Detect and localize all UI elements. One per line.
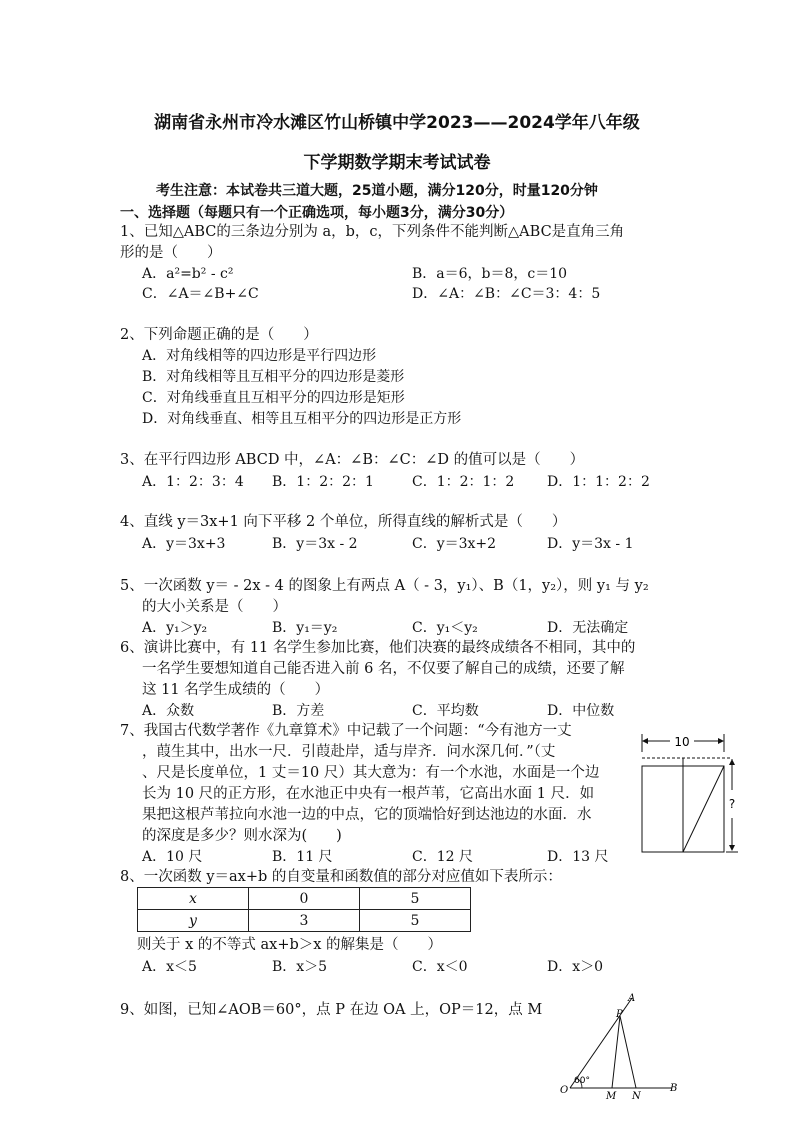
exam-title-line2: 下学期数学期末考试试卷 <box>303 153 491 173</box>
q4-stem: 4、直线 y＝3x+1 向下平移 2 个单位，所得直线的解析式是（ ） <box>120 514 567 530</box>
q6-option-a: A．众数 <box>142 703 195 719</box>
q4-option-a: A．y＝3x+3 <box>142 536 226 552</box>
q1-option-d: D．∠A：∠B：∠C＝3：4：5 <box>412 286 601 302</box>
table-cell: 5 <box>360 910 471 932</box>
q9-point-m-label: M <box>606 1091 617 1102</box>
table-cell: 3 <box>249 910 360 932</box>
q6-option-b: B．方差 <box>272 703 325 719</box>
q5-stem-line2: 的大小关系是（ ） <box>142 599 287 615</box>
q9-point-b-label: B <box>670 1083 678 1094</box>
table-cell: 0 <box>249 888 360 910</box>
q7-option-a: A．10 尺 <box>142 849 203 865</box>
table-cell: y <box>138 910 249 932</box>
q7-fig-width-label: 10 <box>674 735 690 749</box>
q7-option-d: D．13 尺 <box>547 849 609 865</box>
q1-stem-line2: 形的是（ ） <box>120 245 222 261</box>
q2-option-d: D．对角线垂直、相等且互相平分的四边形是正方形 <box>142 411 462 427</box>
q8-option-c: C．x＜0 <box>412 959 468 975</box>
q6-option-d: D．中位数 <box>547 703 615 719</box>
q1-option-a: A．a²=b² - c² <box>142 266 234 282</box>
q4-option-d: D．y＝3x - 1 <box>547 536 634 552</box>
q7-stem-line1: 7、我国古代数学著作《九章算术》中记载了一个问题：“今有池方一丈 <box>120 723 572 739</box>
q7-option-b: B．11 尺 <box>272 849 333 865</box>
q5-stem-line1: 5、一次函数 y＝ - 2x - 4 的图象上有两点 A（ - 3，y₁）、B（1，y₂），则 y₁ 与 y₂ <box>120 578 649 594</box>
q8-stem-line1: 8、一次函数 y＝ax+b 的自变量和函数值的部分对应值如下表所示： <box>120 869 562 885</box>
q7-fig-unknown-label: ? <box>728 797 736 811</box>
q7-stem-line6: 的深度是多少？则水深为( ) <box>142 828 342 844</box>
q7-stem-line2: ，葭生其中，出水一尺．引葭赴岸，适与岸齐．问水深几何．”（丈 <box>142 744 556 760</box>
q9-stem-line1: 9、如图，已知∠AOB＝60°，点 P 在边 OA 上，OP＝12，点 M <box>120 1002 543 1018</box>
q3-option-d: D．1：1：2：2 <box>547 474 650 490</box>
q9-point-n-label: N <box>632 1091 641 1102</box>
q6-option-c: C．平均数 <box>412 703 479 719</box>
q8-value-table <box>137 887 471 932</box>
q6-stem-line1: 6、演讲比赛中，有 11 名学生参加比赛，他们决赛的最终成绩各不相同，其中的 <box>120 640 636 656</box>
q8-option-b: B．x＞5 <box>272 959 328 975</box>
q8-option-d: D．x＞0 <box>547 959 604 975</box>
q3-option-c: C．1：2：1：2 <box>412 474 515 490</box>
q1-option-c: C．∠A＝∠B+∠C <box>142 286 259 302</box>
q7-stem-line5: 果把这根芦苇拉向水池一边的中点，它的顶端恰好到达池边的水面．水 <box>142 807 592 823</box>
q5-option-a: A．y₁＞y₂ <box>142 620 208 636</box>
q9-point-p-label: P <box>616 1009 623 1020</box>
q4-option-b: B．y＝3x - 2 <box>272 536 358 552</box>
q2-option-c: C．对角线垂直且互相平分的四边形是矩形 <box>142 390 405 406</box>
q3-option-b: B．1：2：2：1 <box>272 474 374 490</box>
section-heading-1: 一、选择题（每题只有一个正确选项，每小题3分，满分30分） <box>120 205 514 221</box>
q2-option-a: A．对角线相等的四边形是平行四边形 <box>142 348 377 364</box>
q1-stem-line1: 1、已知△ABC的三条边分别为 a，b，c，下列条件不能判断△ABC是直角三角 <box>120 224 625 240</box>
table-row <box>138 910 471 932</box>
table-cell: 5 <box>360 888 471 910</box>
exam-notice: 考生注意：本试卷共三道大题，25道小题，满分120分，时量120分钟 <box>156 183 598 199</box>
q8-option-a: A．x＜5 <box>142 959 197 975</box>
q7-stem-line4: 长为 10 尺的正方形，在水池正中央有一根芦苇，它高出水面 1 尺．如 <box>142 786 595 802</box>
q1-option-b: B．a＝6，b＝8，c＝10 <box>412 266 568 282</box>
q2-option-b: B．对角线相等且互相平分的四边形是菱形 <box>142 369 405 385</box>
table-row <box>138 888 471 910</box>
q9-angle-figure <box>552 990 682 1102</box>
q5-option-d: D．无法确定 <box>547 620 629 636</box>
q9-point-o-label: O <box>560 1085 569 1096</box>
q5-option-c: C．y₁＜y₂ <box>412 620 478 636</box>
q6-stem-line2: 一名学生要想知道自己能否进入前 6 名，不仅要了解自己的成绩，还要了解 <box>142 661 625 677</box>
q7-stem-line3: 、尺是长度单位，1 丈＝10 尺）其大意为：有一个水池，水面是一个边 <box>142 765 600 781</box>
q4-option-c: C．y＝3x+2 <box>412 536 497 552</box>
q5-option-b: B．y₁＝y₂ <box>272 620 338 636</box>
table-cell: x <box>138 888 249 910</box>
q7-pond-figure <box>636 730 746 860</box>
q6-stem-line3: 这 11 名学生成绩的（ ） <box>142 682 330 698</box>
q3-option-a: A．1：2：3：4 <box>142 474 244 490</box>
q3-stem: 3、在平行四边形 ABCD 中，∠A：∠B：∠C：∠D 的值可以是（ ） <box>120 452 585 468</box>
q2-stem: 2、下列命题正确的是（ ） <box>120 327 318 343</box>
q9-point-a-label: A <box>628 993 636 1004</box>
q7-option-c: C．12 尺 <box>412 849 473 865</box>
q9-angle-label: 60° <box>574 1076 590 1086</box>
exam-title-line1: 湖南省永州市冷水滩区竹山桥镇中学2023——2024学年八年级 <box>154 113 640 133</box>
q8-stem-line2: 则关于 x 的不等式 ax+b＞x 的解集是（ ） <box>137 937 443 953</box>
